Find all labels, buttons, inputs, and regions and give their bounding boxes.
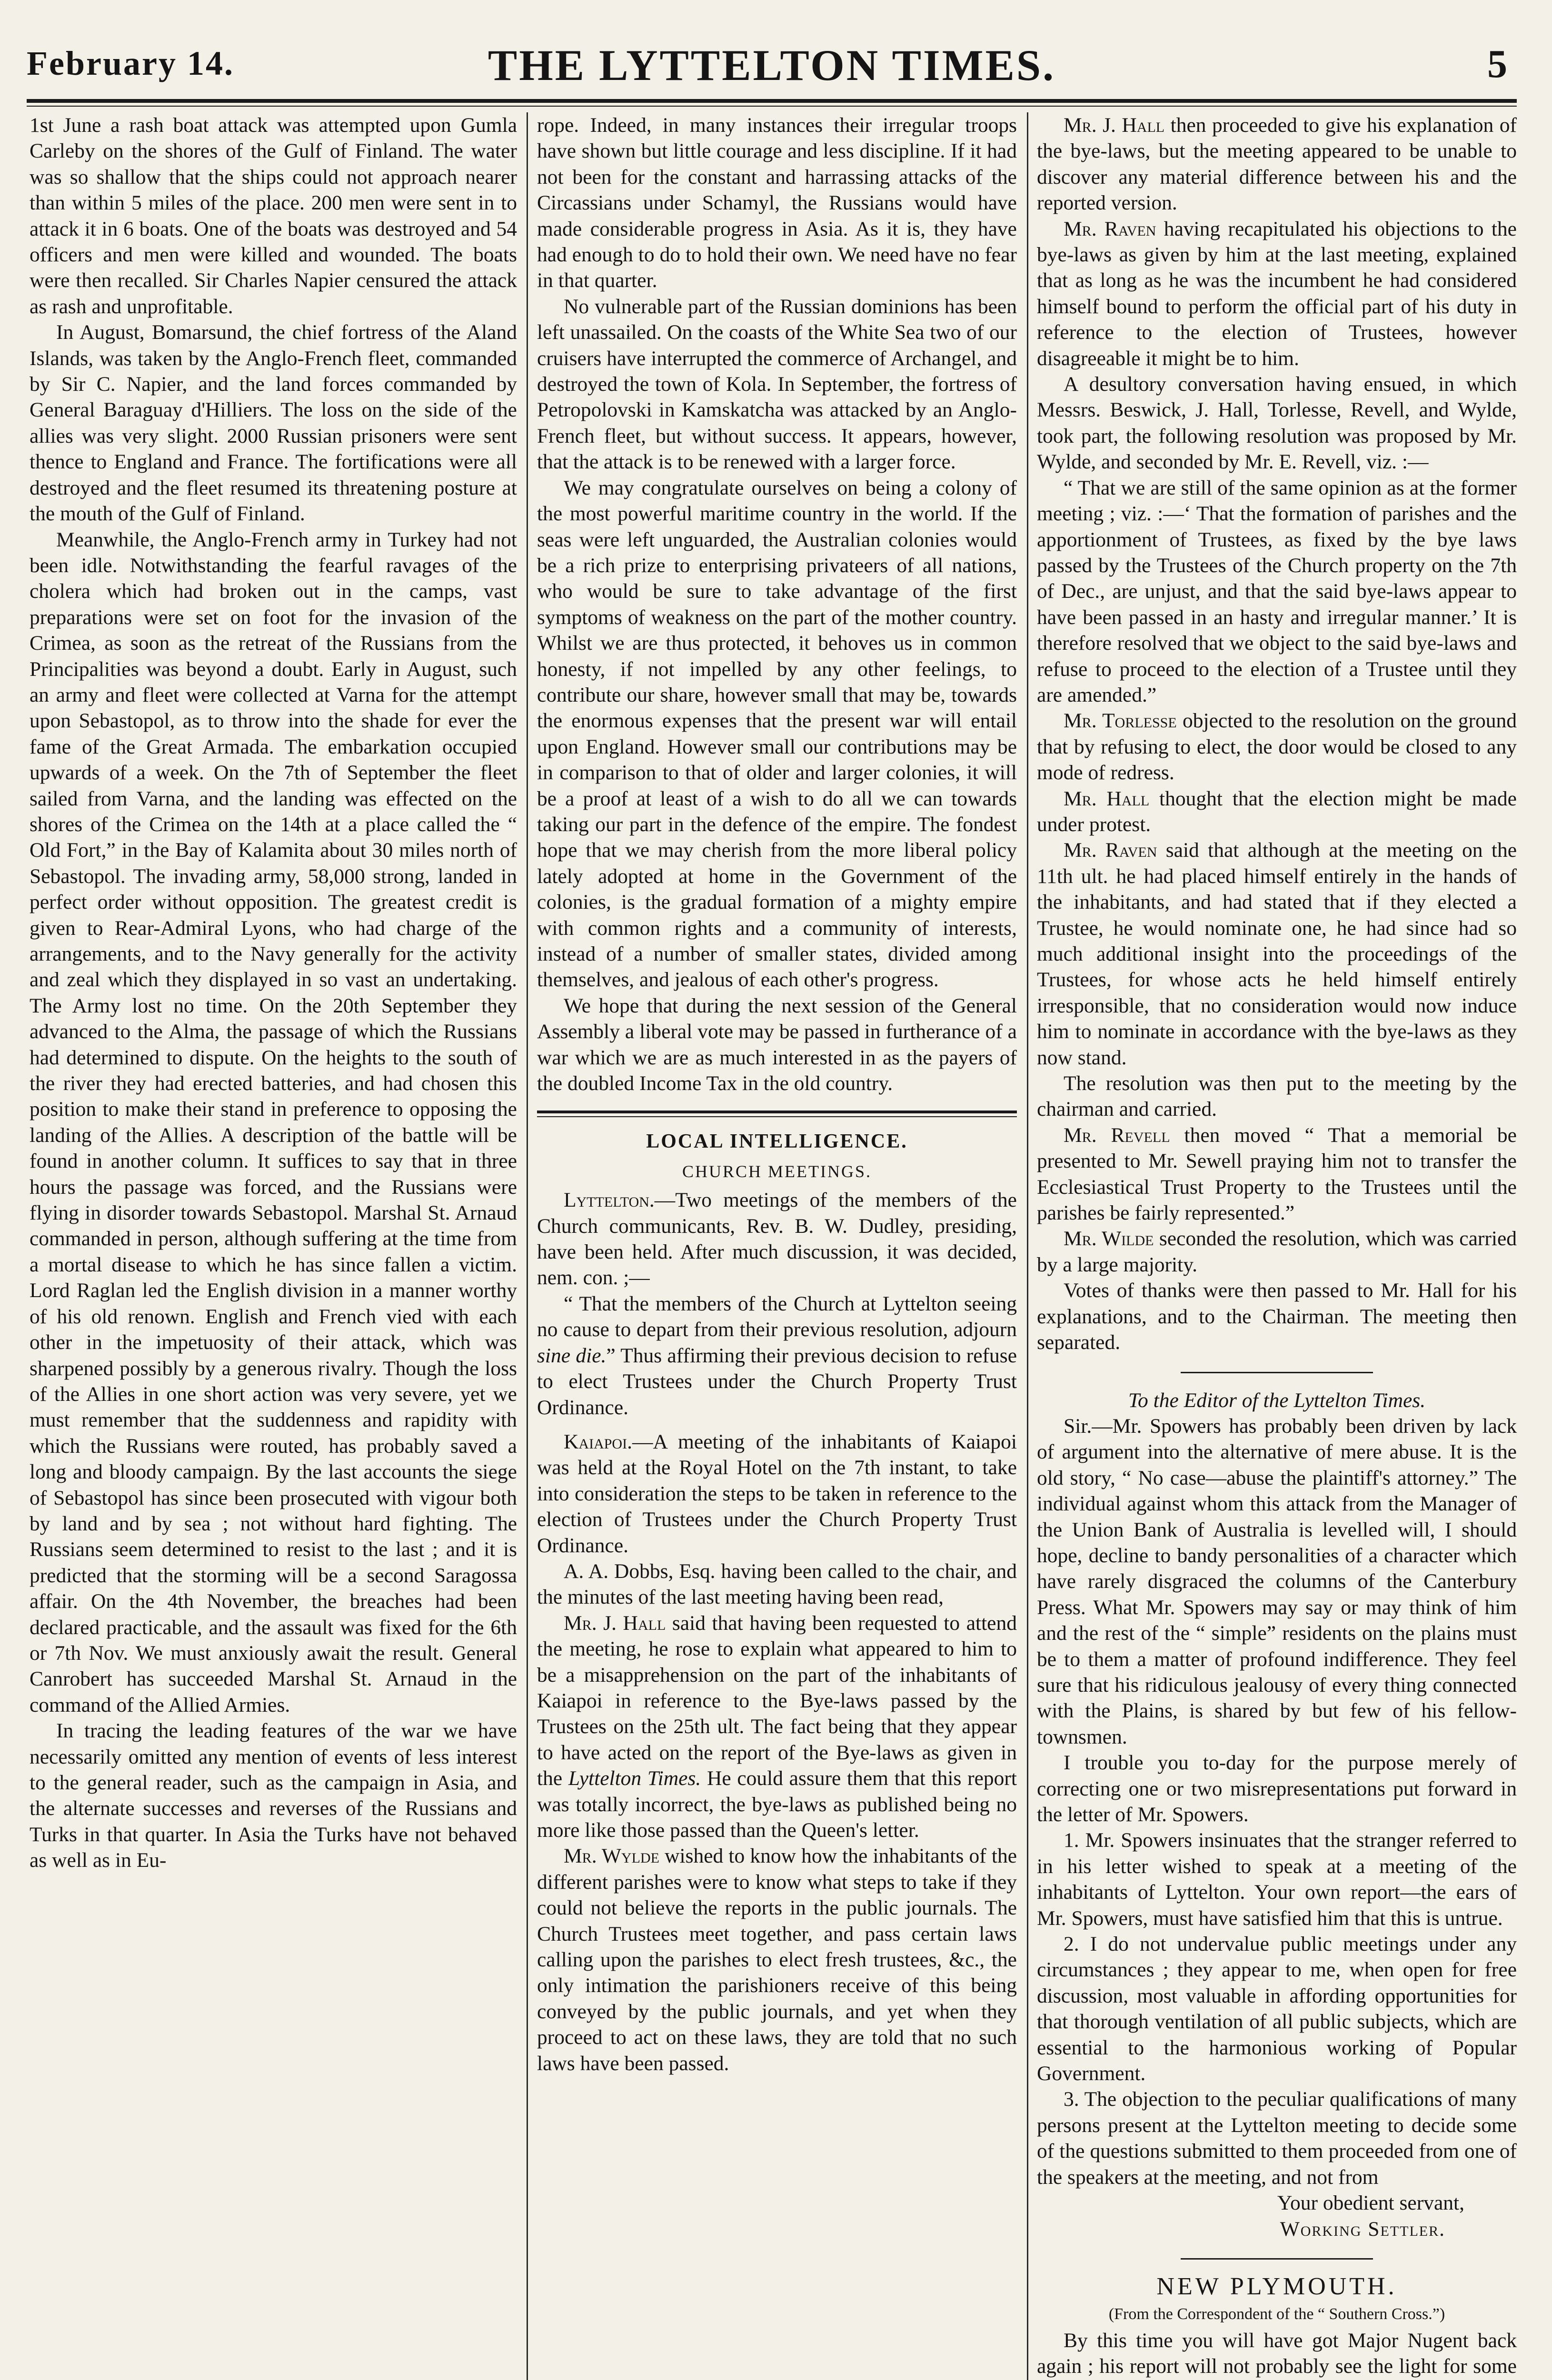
speaker-name: Mr. J. Hall [1064, 114, 1165, 137]
speaker-name: Mr. Hall [1064, 787, 1150, 810]
place-name: Lyttelton. [564, 1189, 655, 1212]
speaker-paragraph [1037, 786, 1517, 838]
speaker-paragraph [1037, 1122, 1517, 1226]
speaker-paragraph [537, 1843, 1017, 2076]
col2-paragraph: rope. Indeed, in many instances their irregular troops have shown but little courage and less discipline. If it had not been for the constant and harrassing attacks of the Circassians under Schamyl, the Russians would have made considerable progress in Asia. As it is, they have had enough to do to hold their own. We need have no fear in that quarter. [537, 114, 1017, 292]
letter-sign-off: Your obedient servant, [1277, 2192, 1464, 2215]
paragraph-text: having recapitulated his objections to the bye-laws as given by him at the last meeting, explained that as long as he was the incumbent he had considered himself bound to perform the official part of his duty in reference to the election of Trustees, however disagreeable it might be to him. [1037, 217, 1517, 370]
speaker-paragraph [1037, 837, 1517, 1071]
paragraph-text: ” Thus affirming their previous decision to refuse to elect Trustees under the Church Property Trust Ordinance. [537, 1344, 1017, 1419]
paragraph-text: —Two meetings of the members of the Church communicants, Rev. B. W. Dudley, presiding, have been held. After much discussion, it was decided, nem. con. ;— [537, 1189, 1017, 1289]
page-number: 5 [1487, 42, 1507, 86]
section-heading: LOCAL INTELLIGENCE. [646, 1130, 908, 1153]
resolution-paragraph [537, 1291, 1017, 1420]
article-divider [1181, 2258, 1373, 2260]
speaker-name: Mr. Raven [1064, 217, 1156, 240]
speaker-name: Mr. Revell [1064, 1123, 1170, 1147]
paragraph-text: said that although at the meeting on the 11th ult. he had placed himself entirely in the hands of the inhabitants, and had stated that if they elected a Trustee, he would nominate one, he had since had so much additional insight into the proceedings of the Trustees, for whose acts he held himself entirely irresponsible, that no consideration would now induce him to nominate in accordance with the bye-laws as they now stand. [1037, 839, 1517, 1069]
col1-paragraph: In tracing the leading features of the war we have necessarily omitted any mention of events of less interest to the general reader, such as the campaign in Asia, and the alternate successes and reverses of the Russians and Turks in that quarter. In Asia the Turks have not behaved as well as in Eu- [30, 1719, 517, 1872]
letter-paragraph: Sir.—Mr. Spowers has probably been driven by lack of argument into the alternative of mere abuse. It is the old story, “ No case—abuse the plaintiff's attorney.” The individual against whom this attack from the Manager of the Union Bank of Australia is levelled will, I should hope, decline to bandy personalities of a character which have rarely disgraced the columns of the Canterbury Press. What Mr. Spowers may say or may think of him and the rest of the “ simple” residents on the plains must be to them a matter of profound indifference. They feel sure that his ridiculous jealousy of every thing connected with the Plains, is shared by but few of his fellow-townsmen. [1037, 1414, 1517, 1748]
outcome-paragraph: The resolution was then put to the meeting by the chairman and carried. [1037, 1072, 1517, 1121]
place-name: Kaiapoi. [564, 1430, 632, 1453]
speaker-paragraph [1037, 708, 1517, 785]
newspaper-title: THE LYTTELTON TIMES. [487, 41, 1056, 89]
speaker-name: Mr. Raven [1064, 839, 1157, 862]
paragraph-text: seconded the resolution, which was carried by a large majority. [1037, 1227, 1517, 1276]
col2-paragraph: We hope that during the next session of the General Assembly a liberal vote may be passed in furtherance of a war which we are as much interested in as the payers of the doubled Income Tax in the old country. [537, 994, 1017, 1095]
paragraph-text: said that having been requested to attend the meeting, he rose to explain what appeared to him to be a misapprehension on the part of the inhabitants of Kaiapoi in reference to the Bye-laws passed by the Trustees on the 25th ult. The fact being that they appear to have acted on the report of the Bye-laws as given in the [537, 1611, 1017, 1790]
column-2 [537, 112, 1017, 2380]
letter-paragraph: I trouble you to-day for the purpose merely of correcting one or two misrepresentations put forward in the letter of Mr. Spowers. [1037, 1751, 1517, 1826]
paragraph-text: “ That the members of the Church at Lyttelton seeing no cause to depart from their previous resolution, adjourn [537, 1292, 1017, 1341]
masthead [27, 33, 1517, 94]
column-3 [1037, 112, 1517, 2380]
section-divider [537, 1111, 1017, 1117]
paragraph-text: thought that the election might be made under protest. [1037, 787, 1517, 836]
letter-paragraph: 3. The objection to the peculiar qualifications of many persons present at the Lyttelton meeting to decide some of the questions submitted to them proceeded from one of the speakers at the meeting, and not from [1037, 2088, 1517, 2189]
col1-paragraph: In August, Bomarsund, the chief fortress of the Aland Islands, was taken by the Anglo-French fleet, commanded by Sir C. Napier, and the land forces commanded by General Baraguay d'Hilliers. The loss on the side of the allies was very slight. 2000 Russian prisoners were sent thence to England and France. The fortifications were all destroyed and the fleet resumed its threatening posture at the mouth of the Gulf of Finland. [30, 321, 517, 526]
column-divider-1 [527, 112, 528, 2380]
sub-heading: CHURCH MEETINGS. [682, 1161, 872, 1181]
paragraph-text: —A meeting of the inhabitants of Kaiapoi was held at the Royal Hotel on the 7th instant, to take into consideration the steps to be taken in reference to the election of Trustees under the Church Property Trust Ordinance. [537, 1430, 1017, 1557]
speaker-name: Mr. Wilde [1064, 1227, 1154, 1250]
issue-date: February 14. [27, 44, 234, 82]
discussion-paragraph: A desultory conversation having ensued, in which Messrs. Beswick, J. Hall, Torlesse, Revell, and Wylde, took part, the following resolution was proposed by Mr. Wylde, and seconded by Mr. E. Revell, viz. :— [1037, 373, 1517, 474]
speaker-paragraph [1037, 112, 1517, 216]
col1-paragraph: Meanwhile, the Anglo-French army in Turkey had not been idle. Notwithstanding the fearful ravages of the cholera which had broken out in the camps, vast preparations were set on foot for the invasion of the Crimea, as soon as the retreat of the Russians from the Principalities was beyond a doubt. Early in August, such an army and fleet were collected at Varna for the attempt upon Sebastopol, as to throw into the shade for ever the fame of the Great Armada. The embarkation occupied upwards of a week. On the 7th of September the fleet sailed from Varna, and the landing was effected on the shores of the Crimea on the 14th at a place called the “ Old Fort,” in the Bay of Kalamita about 30 miles north of Sebastopol. The invading army, 58,000 strong, landed in perfect order without opposition. The greatest credit is given to Rear-Admiral Lyons, who had charge of the arrangements, and to the Navy generally for the activity and zeal which they displayed in so vast an undertaking. The Army lost no time. On the 20th September they advanced to the Alma, the passage of which the Russians had determined to dispute. On the heights to the south of the river they had erected batteries, and had chosen this position to make their stand in preference to opposing the landing of the Allies. A description of the battle will be found in another column. It suffices to say that in three hours the passage was forced, and the Russians were flying in disorder towards Sebastopol. Marshal St. Arnaud commanded in person, although suffering at the time from a mortal disease to which he has since fallen a victim. Lord Raglan led the English division in a manner worthy of his old renown. English and French vied with each other in the impetuosity of their attack, which was sharpened possibly by a generous rivalry. Though the loss of the Allies in one short action was very severe, yet we must remember that the suddenness and rapidity with which the Russians were routed, has probably saved a long and bloody campaign. By the last accounts the siege of Sebastopol has since been prosecuted with vigour both by land and by sea ; not without hard fighting. The Russians seem determined to resist to the last ; and it is predicted that the storming will be a second Saragossa affair. On the 4th November, the breaches had been declared practicable, and the assault was fixed for the 6th or 7th Nov. We must anxiously await the result. General Canrobert has succeeded Marshal St. Arnaud in the command of the Allied Armies. [30, 528, 517, 1716]
outcome-paragraph: Votes of thanks were then passed to Mr. Hall for his explanations, and to the Chairman. The meeting then separated. [1037, 1279, 1517, 1354]
correspondence-paragraph: By this time you will have got Major Nugent back again ; his report will not probably see the light for some [1037, 2329, 1517, 2378]
speaker-name: Mr. Torlesse [1064, 709, 1177, 733]
paragraph-text: He could assure them that this report was totally incorrect, the bye-laws as published being no more like those passed than the Queen's letter. [537, 1767, 1017, 1842]
paragraph-text: wished to know how the inhabitants of the different parishes were to know what steps to take if they could not believe the reports in the public journals. The Church Trustees meet together, and pass certain laws calling upon the parishes to elect fresh trustees, &c., the only intimation the parishioners receive of this being conveyed by the public journals, and yet when they proceed to act on these laws, they are told that no such laws have been passed. [537, 1844, 1017, 2075]
masthead-rule-thin [27, 106, 1517, 107]
paragraph-text: objected to the resolution on the ground that by refusing to elect, the door would be closed to any mode of redress. [1037, 709, 1517, 784]
masthead-rule [27, 99, 1517, 103]
column-divider-2 [1027, 112, 1028, 2380]
resolution-paragraph: “ That we are still of the same opinion as at the former meeting ; viz. :—‘ That the formation of parishes and the apportionment of Trustees, as fixed by the bye laws passed by the Trustees of the Church property on the 7th of Dec., are unjust, and that the said bye-laws appear to have been passed in an hasty and irregular manner.’ It is therefore resolved that we object to the said bye-laws and refuse to proceed to the election of a Trustee until they are amended.” [1037, 476, 1517, 706]
source-note: (From the Correspondent of the “ Southern Cross.”) [1108, 2305, 1445, 2323]
column-1 [30, 112, 517, 2380]
italic-text: Lyttelton Times. [568, 1767, 701, 1790]
col2-paragraph: We may congratulate ourselves on being a colony of the most powerful maritime country in the world. If the seas were left unguarded, the Australian colonies would be a rich prize to enterprising privateers of all nations, who would be sure to take advantage of the first symptoms of weakness on the part of the mother country. Whilst we are thus protected, it behoves us in common honesty, if not impelled by any other feelings, to contribute our share, however small that may be, towards the enormous expenses that the present war will entail upon England. However small our contributions may be in comparison to that of older and larger colonies, it will be a proof at least of a wish to do all we can towards taking our part in the defence of the empire. The fondest hope that we may cherish from the more liberal policy lately adopted at home in the Government of the colonies, is the gradual formation of a mighty empire with common rights and a community of interests, instead of a number of smaller states, divided among themselves, and jealous of each other's progress. [537, 476, 1017, 992]
speaker-paragraph [537, 1610, 1017, 1844]
letter-signature: Working Settler. [1280, 2217, 1445, 2241]
letter-heading: To the Editor of the Lyttelton Times. [1128, 1388, 1426, 1412]
speaker-name: Mr. J. Hall [564, 1611, 666, 1635]
col2-paragraph: No vulnerable part of the Russian dominions has been left unassailed. On the coasts of the White Sea two of our cruisers have interrupted the commerce of Archangel, and destroyed the town of Kola. In September, the fortress of Petropolovski in Kamskatcha was attacked by an Anglo-French fleet, but without success. It appears, however, that the attack is to be renewed with a larger force. [537, 295, 1017, 474]
letter-paragraph: 1. Mr. Spowers insinuates that the stranger referred to in his letter wished to speak at a meeting of the inhabitants of Lyttelton. Your own report—the ears of Mr. Spowers, must have satisfied him that this is untrue. [1037, 1829, 1517, 1930]
letter-paragraph: 2. I do not undervalue public meetings under any circumstances ; they appear to me, when open for free discussion, most valuable in affording opportunities for that thorough ventilation of all public subjects, which are essential to the harmonious working of Popular Government. [1037, 1933, 1517, 2085]
speaker-name: Mr. Wylde [564, 1844, 659, 1868]
place-heading: NEW PLYMOUTH. [1156, 2272, 1397, 2300]
paragraph-text: then proceeded to give his explanation of the bye-laws, but the meeting appeared to be unable to discover any material difference between his and the reported version. [1037, 114, 1517, 215]
speaker-paragraph [1037, 1226, 1517, 1278]
kaiapoi-paragraph [537, 1429, 1017, 1558]
paragraph-text: then moved “ That a memorial be presented to Mr. Sewell praying him not to transfer the Ecclesiastical Trust Property to the Trustees until the parishes be fairly represented.” [1037, 1123, 1517, 1225]
chair-paragraph: A. A. Dobbs, Esq. having been called to the chair, and the minutes of the last meeting having been read, [537, 1559, 1017, 1609]
article-divider [1181, 1372, 1373, 1373]
italic-text: sine die. [537, 1344, 607, 1367]
lyttelton-paragraph [537, 1187, 1017, 1291]
col1-paragraph: 1st June a rash boat attack was attempted upon Gumla Carleby on the shores of the Gulf of Finland. The water was so shallow that the ships could not approach nearer than within 5 miles of the place. 200 men were sent in to attack it in 6 boats. One of the boats was destroyed and 54 officers and men were killed and wounded. The boats were then recalled. Sir Charles Napier censured the attack as rash and unprofitable. [30, 114, 517, 318]
speaker-paragraph [1037, 216, 1517, 371]
